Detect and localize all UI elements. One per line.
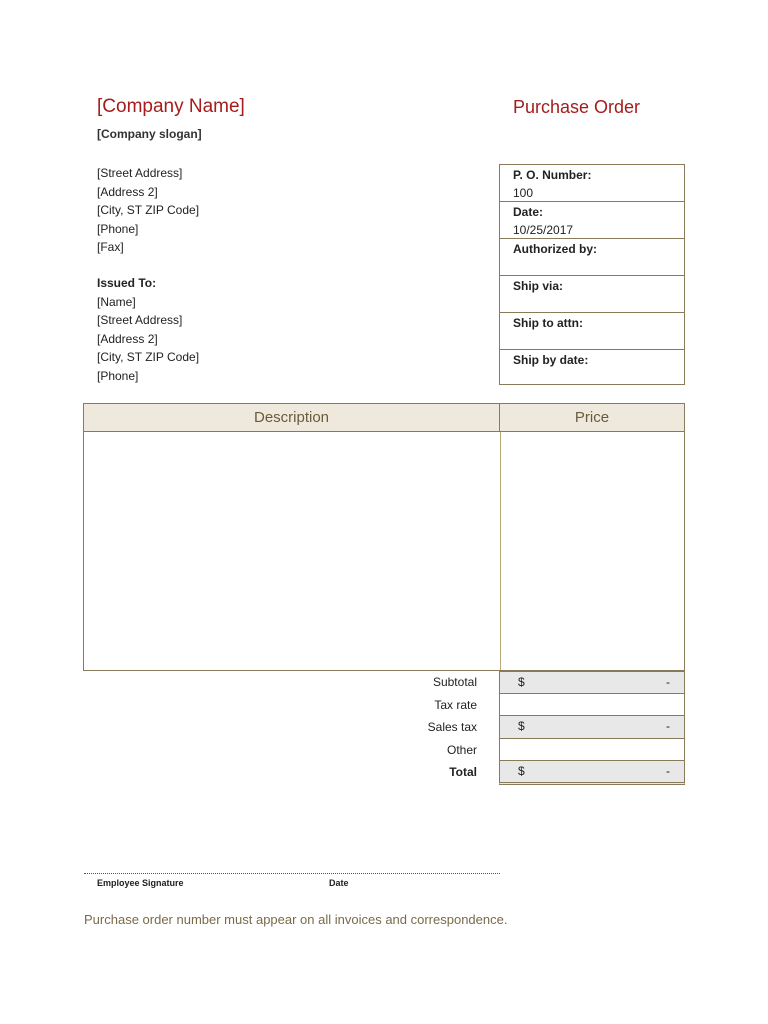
document-title: Purchase Order [513,97,641,117]
footer-note: Purchase order number must appear on all invoices and correspondence. [84,912,508,927]
po-number-value: 100 [513,186,534,200]
issued-to-label: Issued To: [97,276,157,290]
sales-tax-label: Sales tax [427,720,477,734]
issued-to-block [97,274,199,385]
company-address2: [Address 2] [97,184,158,199]
employee-signature-label: Employee Signature [97,878,184,888]
company-phone: [Phone] [97,221,139,236]
sales-tax-currency: $ [518,719,525,733]
ship-to-attn-label: Ship to attn: [513,316,583,330]
totals-labels [380,671,477,784]
sales-tax-cell[interactable] [499,716,685,739]
tax-rate-label: Tax rate [434,697,477,712]
company-name: [Company Name] [97,96,245,117]
subtotal-cell[interactable] [499,671,685,694]
company-fax: [Fax] [97,240,124,254]
issued-to-phone: [Phone] [97,368,139,383]
company-city: [City, ST ZIP Code] [97,203,200,217]
subtotal-label: Subtotal [432,675,477,689]
signature-line [84,873,500,874]
ship-by-date-label: Ship by date: [513,353,589,367]
order-info-box [499,164,685,385]
tax-rate-cell[interactable] [499,694,685,717]
company-slogan: [Company slogan] [97,127,202,141]
ship-by-date-field[interactable] [500,350,684,385]
sales-tax-value: - [666,719,670,733]
total-currency: $ [518,764,525,778]
subtotal-currency: $ [518,675,525,689]
other-cell[interactable] [499,739,685,762]
authorized-by-field[interactable] [500,239,684,276]
issued-to-name: [Name] [97,294,136,309]
price-column-divider [500,432,501,670]
authorized-by-label: Authorized by: [513,242,597,256]
signature-date-label: Date [329,878,349,888]
other-label: Other [446,742,477,757]
items-table-header [84,404,684,432]
total-label: Total [449,765,477,779]
total-value: - [666,764,670,778]
description-header: Description [84,404,500,431]
total-cell[interactable] [499,761,685,785]
price-header: Price [574,409,610,426]
issued-to-address2: [Address 2] [97,331,158,346]
po-number-field[interactable] [500,165,684,202]
ship-via-label: Ship via: [513,279,564,293]
issued-to-street: [Street Address] [97,313,183,327]
date-label: Date: [513,205,544,219]
items-table [83,403,685,671]
totals-values [499,671,685,785]
po-number-label: P. O. Number: [513,168,592,182]
date-value: 10/25/2017 [513,223,574,237]
subtotal-value: - [666,675,670,689]
ship-to-attn-field[interactable] [500,313,684,350]
date-field[interactable] [500,202,684,239]
company-street: [Street Address] [97,166,183,180]
issued-to-city: [City, ST ZIP Code] [97,350,200,364]
company-address-block [97,164,199,257]
ship-via-field[interactable] [500,276,684,313]
